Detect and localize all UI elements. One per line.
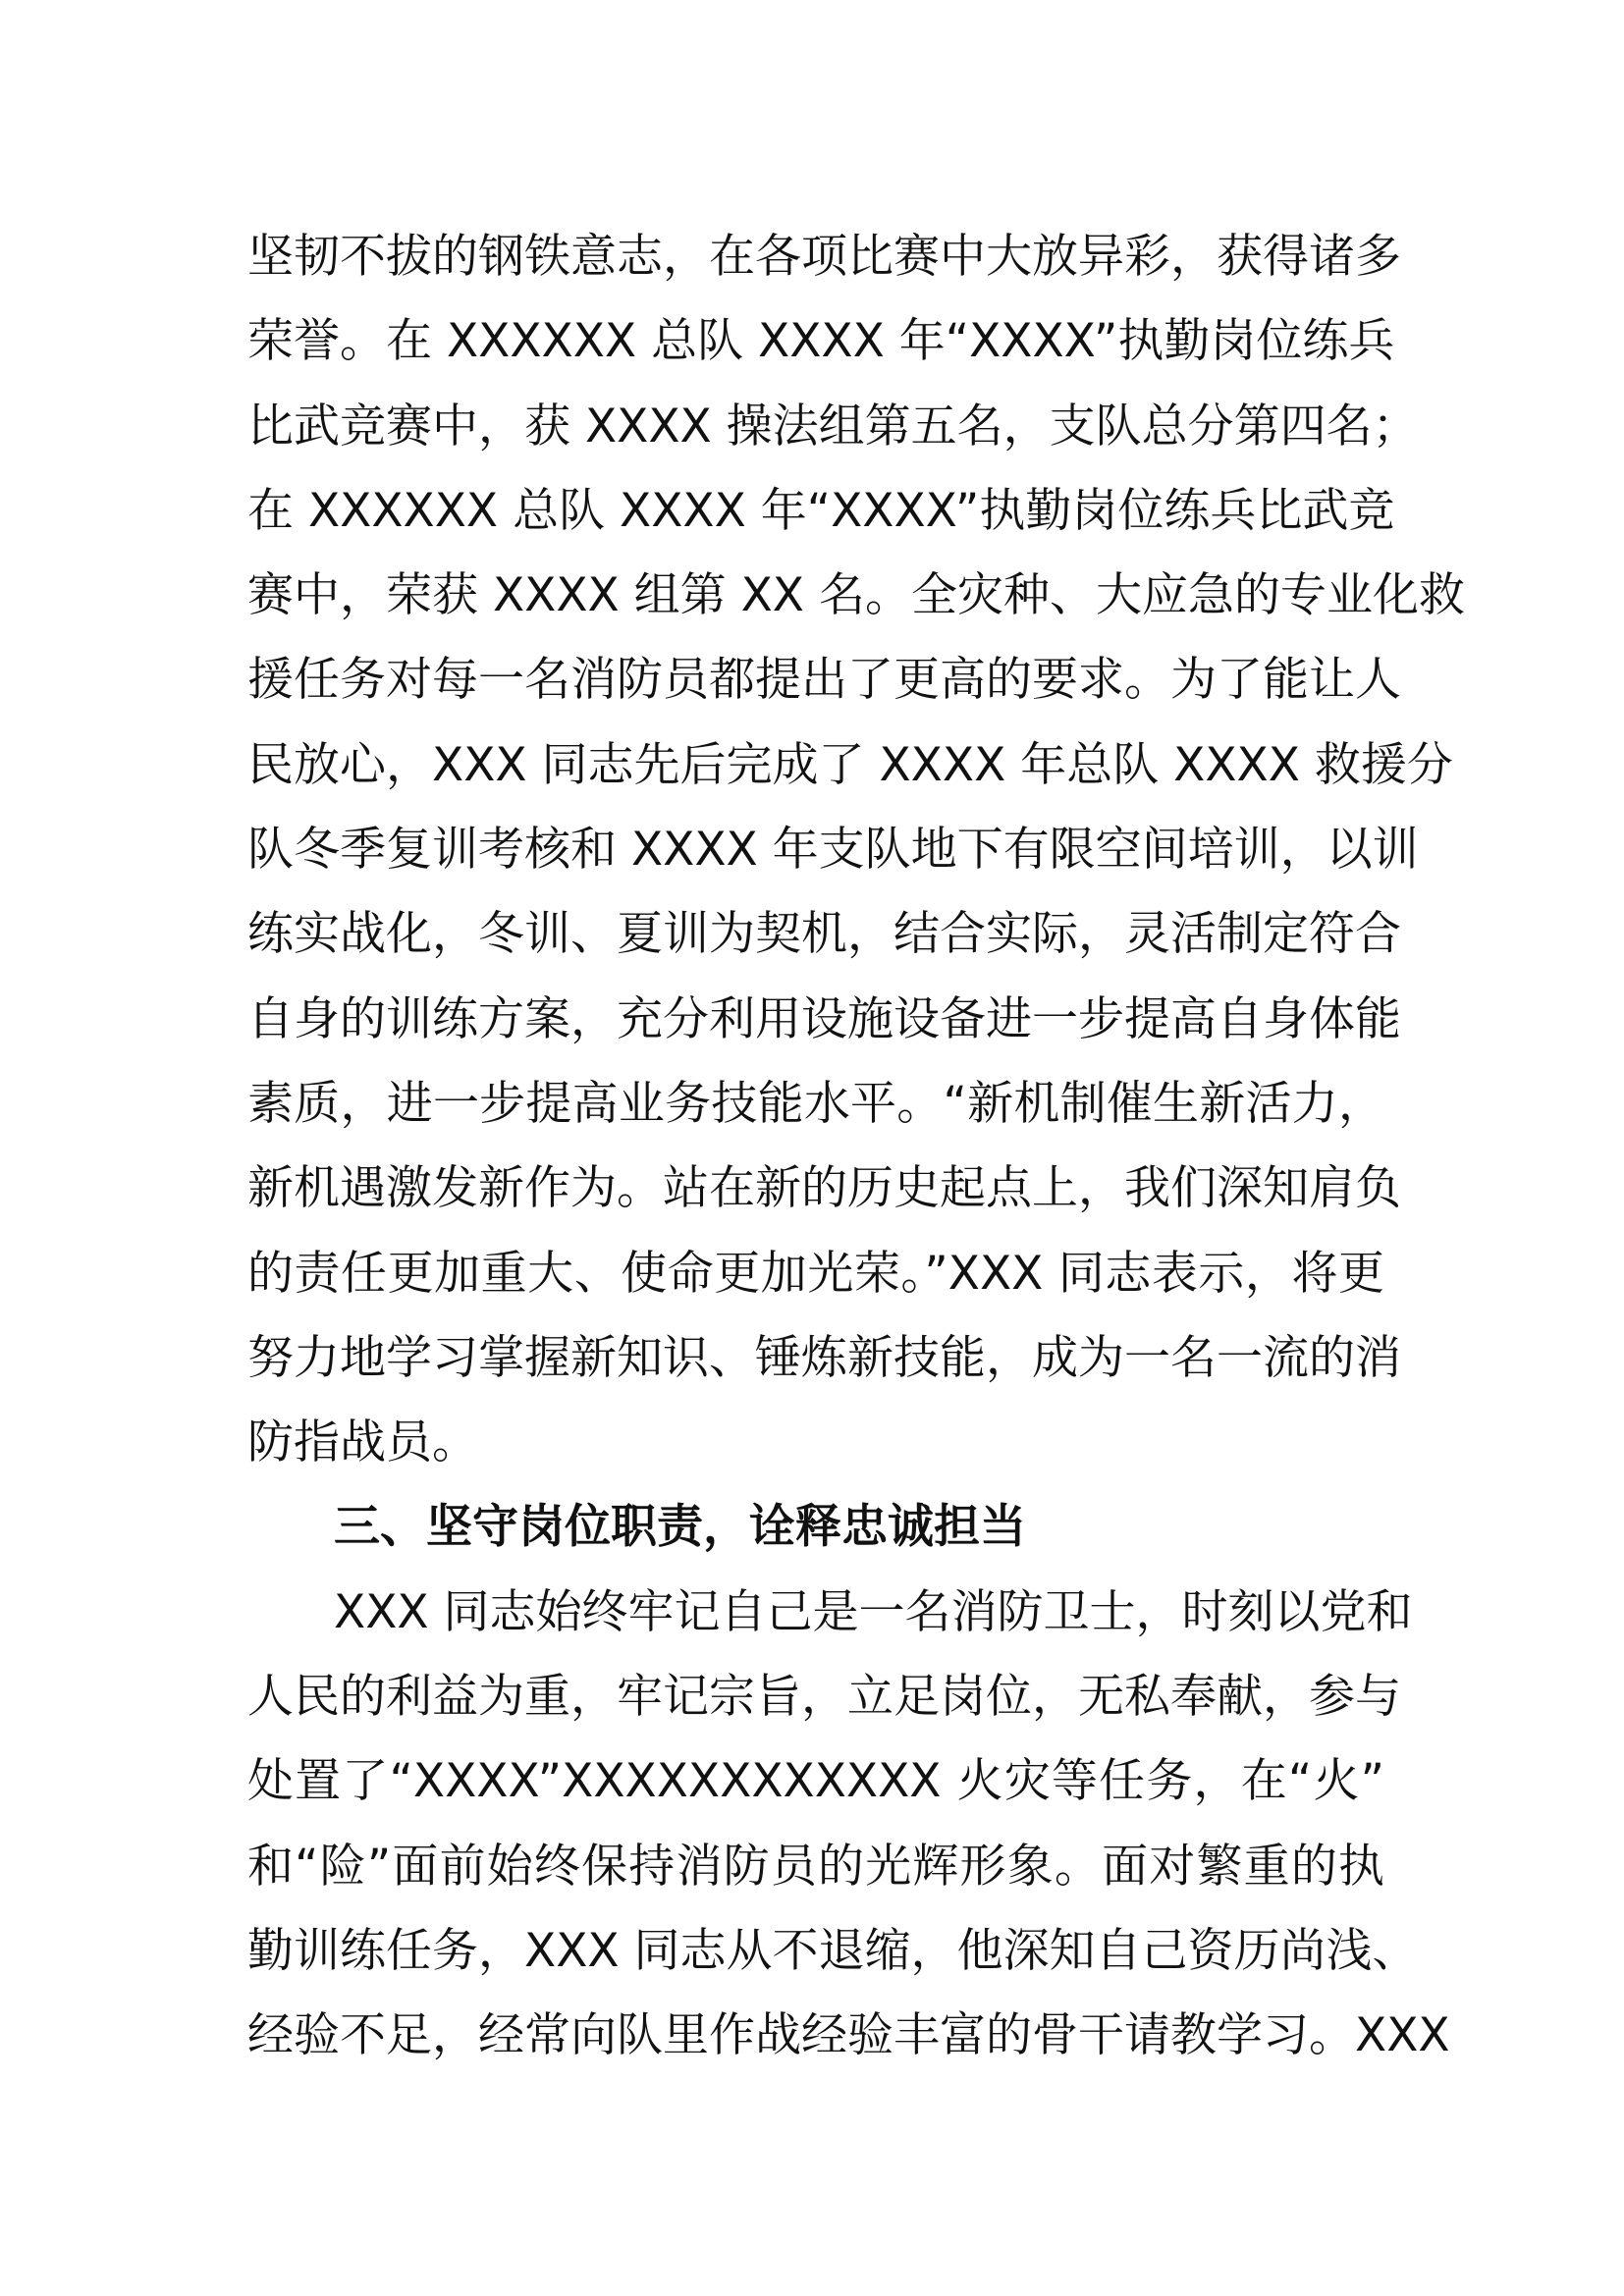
text-line: 荣誉。在 XXXXXX 总队 XXXX 年“XXXX”执勤岗位练兵 [247, 314, 1395, 369]
text-line: 防指战员。 [247, 1415, 478, 1470]
text-line: 自身的训练方案，充分利用设施设备进一步提高自身体能 [247, 991, 1401, 1046]
section-heading: 三、坚守岗位职责，诠释忠诚担当 [334, 1500, 1026, 1555]
text-line: 努力地学习掌握新知识、锤炼新技能，成为一名一流的消 [247, 1330, 1401, 1385]
document-page [247, 215, 1465, 2079]
text-line: 民放心，XXX 同志先后完成了 XXXX 年总队 XXXX 救援分 [247, 737, 1453, 792]
text-line: 的责任更加重大、使命更加光荣。”XXX 同志表示，将更 [247, 1246, 1384, 1301]
text-line: 和“险”面前始终保持消防员的光辉形象。面对繁重的执 [247, 1839, 1384, 1894]
text-line: 处置了“XXXX”XXXXXXXXXXXX 火灾等任务，在“火” [247, 1754, 1384, 1809]
text-line: 坚韧不拔的钢铁意志，在各项比赛中大放异彩，获得诸多 [247, 230, 1401, 284]
text-line: 人民的利益为重，牢记宗旨，立足岗位，无私奉献，参与 [247, 1670, 1401, 1725]
text-line: 援任务对每一名消防员都提出了更高的要求。为了能让人 [247, 653, 1401, 708]
text-line: 新机遇激发新作为。站在新的历史起点上，我们深知肩负 [247, 1161, 1401, 1216]
text-line: XXX 同志始终牢记自己是一名消防卫士，时刻以党和 [334, 1584, 1413, 1639]
text-line: 经验不足，经常向队里作战经验丰富的骨干请教学习。XXX [247, 2008, 1450, 2063]
text-line: 练实战化，冬训、夏训为契机，结合实际，灵活制定符合 [247, 907, 1401, 962]
text-line: 比武竞赛中，获 XXXX 操法组第五名，支队总分第四名； [247, 399, 1419, 454]
text-line: 赛中，荣获 XXXX 组第 XX 名。全灾种、大应急的专业化救 [247, 568, 1465, 623]
text-line: 勤训练任务，XXX 同志从不退缩，他深知自己资历尚浅、 [247, 1923, 1419, 1978]
text-line: 队冬季复训考核和 XXXX 年支队地下有限空间培训，以训 [247, 823, 1419, 878]
text-line: 在 XXXXXX 总队 XXXX 年“XXXX”执勤岗位练兵比武竞 [247, 483, 1395, 538]
text-line: 素质，进一步提高业务技能水平。“新机制催生新活力， [247, 1076, 1384, 1131]
